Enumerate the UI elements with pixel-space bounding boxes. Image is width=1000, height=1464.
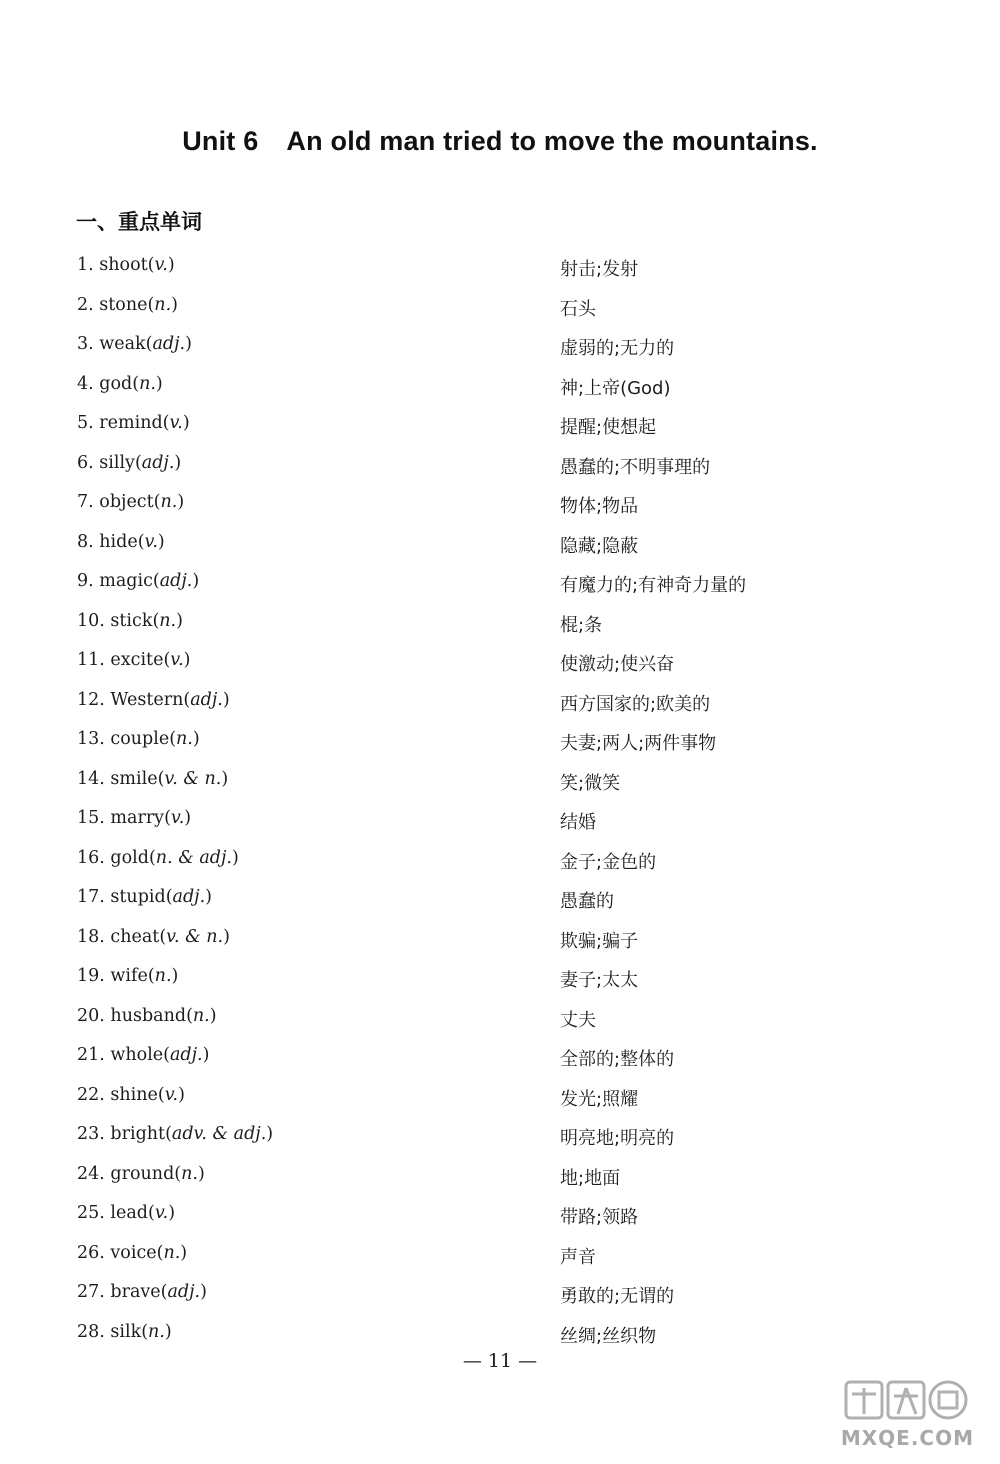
vocab-part-of-speech: adv. & adj. bbox=[171, 1124, 267, 1144]
section-heading: 一、重点单词 bbox=[76, 210, 202, 234]
vocab-meaning: 棍;条 bbox=[560, 614, 603, 636]
vocab-english: 9. magic(adj.) bbox=[77, 571, 200, 591]
vocab-word: smile bbox=[110, 768, 158, 789]
vocab-word: excite bbox=[110, 650, 164, 670]
vocab-row bbox=[0, 492, 1000, 522]
vocab-number: 17. bbox=[77, 887, 105, 907]
vocab-meaning: 地;地面 bbox=[560, 1167, 621, 1189]
vocab-meaning: 结婚 bbox=[560, 812, 596, 833]
vocab-meaning: 西方国家的;欧美的 bbox=[560, 693, 711, 715]
unit-title: An old man tried to move the mountains. bbox=[286, 126, 818, 156]
vocab-meaning: 丈夫 bbox=[560, 1009, 596, 1031]
vocab-english: 23. bright(adv. & adj.) bbox=[77, 1124, 274, 1144]
vocab-number: 27. bbox=[77, 1282, 105, 1302]
vocab-meaning: 虚弱的;无力的 bbox=[560, 338, 675, 359]
vocab-part-of-speech: adj. bbox=[170, 1045, 203, 1065]
vocab-english: 1. shoot(v.) bbox=[77, 255, 175, 275]
vocab-meaning: 射击;发射 bbox=[560, 259, 639, 280]
vocab-word: brave bbox=[110, 1282, 161, 1302]
vocab-part-of-speech: n. bbox=[176, 729, 193, 749]
vocab-english: 6. silly(adj.) bbox=[77, 452, 182, 473]
vocab-row bbox=[0, 729, 1000, 759]
vocab-meaning: 夫妻;两人;两件事物 bbox=[560, 733, 717, 754]
vocab-number: 5. bbox=[77, 413, 94, 433]
vocab-english: 15. marry(v.) bbox=[77, 808, 192, 828]
vocab-word: Western bbox=[110, 689, 184, 710]
vocab-part-of-speech: v. bbox=[169, 413, 183, 433]
vocab-english: 18. cheat(v. & n.) bbox=[77, 926, 230, 947]
vocab-english: 13. couple(n.) bbox=[77, 729, 200, 749]
vocab-word: lead bbox=[110, 1203, 149, 1223]
vocab-word: shoot bbox=[99, 255, 148, 275]
vocab-word: whole bbox=[110, 1045, 164, 1065]
vocab-row bbox=[0, 532, 1000, 562]
vocab-word: stupid bbox=[110, 887, 166, 907]
vocab-meaning: 石头 bbox=[560, 298, 596, 320]
vocab-word: bright bbox=[110, 1124, 166, 1144]
vocab-part-of-speech: n. bbox=[154, 966, 172, 986]
vocab-english: 12. Western(adj.) bbox=[77, 689, 230, 710]
vocab-english: 16. gold(n. & adj.) bbox=[77, 847, 239, 868]
vocab-number: 3. bbox=[77, 334, 94, 354]
vocab-english: 17. stupid(adj.) bbox=[77, 887, 212, 907]
vocab-part-of-speech: adj. bbox=[141, 452, 175, 473]
vocab-part-of-speech: v. & n. bbox=[164, 768, 222, 789]
vocab-row bbox=[0, 927, 1000, 957]
vocab-part-of-speech: n. bbox=[163, 1242, 181, 1263]
vocab-meaning: 金子;金色的 bbox=[560, 851, 657, 873]
vocab-part-of-speech: v. bbox=[170, 650, 184, 670]
vocab-meaning: 愚蠢的;不明事理的 bbox=[560, 456, 711, 478]
vocab-word: hide bbox=[99, 531, 138, 552]
vocab-english: 20. husband(n.) bbox=[77, 1005, 217, 1026]
vocab-english: 7. object(n.) bbox=[77, 492, 185, 512]
watermark-logo bbox=[786, 1374, 986, 1454]
vocab-word: ground bbox=[110, 1163, 175, 1184]
vocab-number: 13. bbox=[77, 729, 105, 749]
vocab-word: stick bbox=[110, 610, 153, 631]
vocab-row bbox=[0, 1124, 1000, 1154]
vocab-word: object bbox=[99, 492, 154, 512]
vocab-row bbox=[0, 295, 1000, 325]
vocab-english: 14. smile(v. & n.) bbox=[77, 768, 229, 789]
vocab-english: 5. remind(v.) bbox=[77, 413, 190, 433]
vocab-row bbox=[0, 1322, 1000, 1352]
vocab-row bbox=[0, 413, 1000, 443]
vocab-row bbox=[0, 808, 1000, 838]
vocab-english: 4. god(n.) bbox=[77, 373, 163, 394]
vocab-word: gold bbox=[110, 847, 149, 868]
svg-text:MXQE.COM: MXQE.COM bbox=[840, 1426, 974, 1450]
vocab-number: 21. bbox=[77, 1045, 105, 1065]
vocab-number: 4. bbox=[77, 373, 94, 394]
vocab-number: 20. bbox=[77, 1005, 105, 1026]
vocab-word: remind bbox=[99, 413, 163, 433]
vocab-row bbox=[0, 571, 1000, 601]
vocab-word: magic bbox=[99, 571, 153, 591]
vocab-number: 28. bbox=[77, 1321, 105, 1342]
vocab-meaning: 使激动;使兴奋 bbox=[560, 654, 675, 675]
vocab-part-of-speech: adj. bbox=[152, 334, 186, 354]
vocab-english: 28. silk(n.) bbox=[77, 1321, 172, 1342]
vocab-word: voice bbox=[110, 1242, 157, 1263]
vocab-english: 27. brave(adj.) bbox=[77, 1282, 207, 1302]
vocab-row bbox=[0, 848, 1000, 878]
vocab-row bbox=[0, 1203, 1000, 1233]
vocab-row bbox=[0, 611, 1000, 641]
vocab-word: shine bbox=[110, 1084, 158, 1105]
vocab-row bbox=[0, 1243, 1000, 1273]
vocab-word: weak bbox=[99, 334, 146, 354]
vocab-part-of-speech: n. bbox=[148, 1321, 165, 1342]
vocab-meaning: 勇敢的;无谓的 bbox=[560, 1286, 675, 1307]
vocab-part-of-speech: n. bbox=[154, 294, 172, 315]
vocab-meaning: 带路;领路 bbox=[560, 1207, 639, 1228]
vocab-number: 9. bbox=[77, 571, 94, 591]
vocab-number: 1. bbox=[77, 255, 94, 275]
vocab-row bbox=[0, 1085, 1000, 1115]
unit-label: Unit 6 bbox=[182, 126, 259, 156]
vocab-meaning: 声音 bbox=[560, 1246, 596, 1268]
vocab-english: 10. stick(n.) bbox=[77, 610, 183, 631]
vocab-word: marry bbox=[110, 808, 165, 828]
vocab-row bbox=[0, 1164, 1000, 1194]
vocab-row bbox=[0, 650, 1000, 680]
vocab-part-of-speech: adj. bbox=[159, 571, 193, 591]
vocab-meaning: 物体;物品 bbox=[560, 496, 639, 517]
vocab-word: couple bbox=[110, 729, 170, 749]
vocab-row bbox=[0, 374, 1000, 404]
vocab-word: cheat bbox=[110, 926, 160, 947]
vocab-number: 14. bbox=[77, 768, 105, 789]
vocab-meaning: 有魔力的;有神奇力量的 bbox=[560, 575, 747, 596]
vocab-row bbox=[0, 690, 1000, 720]
vocab-number: 11. bbox=[77, 650, 105, 670]
vocab-number: 12. bbox=[77, 689, 105, 710]
vocab-number: 6. bbox=[77, 452, 94, 473]
vocab-english: 3. weak(adj.) bbox=[77, 334, 192, 354]
vocab-number: 22. bbox=[77, 1084, 105, 1105]
vocab-meaning: 发光;照耀 bbox=[560, 1088, 639, 1110]
vocab-row bbox=[0, 255, 1000, 285]
vocab-number: 23. bbox=[77, 1124, 105, 1144]
vocab-number: 10. bbox=[77, 610, 105, 631]
vocab-part-of-speech: n. bbox=[192, 1005, 210, 1026]
vocab-meaning: 妻子;太太 bbox=[560, 970, 639, 991]
vocab-meaning: 提醒;使想起 bbox=[560, 417, 657, 438]
vocab-meaning: 欺骗;骗子 bbox=[560, 930, 639, 952]
vocab-word: husband bbox=[110, 1005, 187, 1026]
vocab-number: 15. bbox=[77, 808, 105, 828]
vocab-part-of-speech: n. bbox=[159, 610, 177, 631]
page-title bbox=[0, 126, 1000, 157]
vocab-meaning: 愚蠢的 bbox=[560, 891, 614, 912]
vocab-meaning: 神;上帝(God) bbox=[560, 377, 671, 399]
vocab-row bbox=[0, 1282, 1000, 1312]
vocab-row bbox=[0, 334, 1000, 364]
vocab-english: 22. shine(v.) bbox=[77, 1084, 185, 1105]
vocab-number: 2. bbox=[77, 294, 94, 315]
vocab-row bbox=[0, 1006, 1000, 1036]
vocab-meaning: 全部的;整体的 bbox=[560, 1049, 675, 1070]
vocab-number: 7. bbox=[77, 492, 94, 512]
vocab-english: 24. ground(n.) bbox=[77, 1163, 205, 1184]
vocab-number: 24. bbox=[77, 1163, 105, 1184]
vocab-word: silk bbox=[110, 1321, 142, 1342]
vocab-meaning: 隐藏;隐蔽 bbox=[560, 535, 639, 557]
vocab-word: god bbox=[99, 373, 133, 394]
vocab-part-of-speech: v. bbox=[154, 255, 168, 275]
vocab-part-of-speech: n. bbox=[181, 1163, 198, 1184]
vocab-english: 21. whole(adj.) bbox=[77, 1045, 210, 1065]
vocab-number: 25. bbox=[77, 1203, 105, 1223]
vocab-meaning: 明亮地;明亮的 bbox=[560, 1128, 675, 1149]
vocab-number: 8. bbox=[77, 531, 94, 552]
vocab-part-of-speech: v. & n. bbox=[166, 926, 224, 947]
vocab-row bbox=[0, 769, 1000, 799]
vocab-part-of-speech: n. & adj. bbox=[155, 847, 232, 868]
vocab-english: 11. excite(v.) bbox=[77, 650, 191, 670]
vocab-row bbox=[0, 453, 1000, 483]
vocab-english: 25. lead(v.) bbox=[77, 1203, 176, 1223]
vocab-row bbox=[0, 1045, 1000, 1075]
vocab-meaning: 丝绸;丝织物 bbox=[560, 1325, 657, 1347]
vocab-number: 26. bbox=[77, 1242, 105, 1263]
vocab-part-of-speech: n. bbox=[139, 373, 156, 394]
vocab-part-of-speech: n. bbox=[160, 492, 178, 512]
vocab-number: 18. bbox=[77, 926, 105, 947]
vocab-part-of-speech: v. bbox=[164, 1084, 179, 1105]
vocab-english: 2. stone(n.) bbox=[77, 294, 178, 315]
vocab-word: wife bbox=[110, 966, 148, 986]
vocab-english: 19. wife(n.) bbox=[77, 966, 179, 986]
vocab-row bbox=[0, 966, 1000, 996]
page-number: — 11 — bbox=[462, 1350, 538, 1372]
vocab-part-of-speech: v. bbox=[144, 531, 158, 552]
vocab-row bbox=[0, 887, 1000, 917]
vocab-number: 19. bbox=[77, 966, 105, 986]
vocab-part-of-speech: adj. bbox=[190, 689, 223, 710]
vocab-meaning: 笑;微笑 bbox=[560, 772, 621, 794]
vocab-number: 16. bbox=[77, 847, 105, 868]
vocab-english: 26. voice(n.) bbox=[77, 1242, 188, 1263]
vocab-word: silly bbox=[99, 452, 135, 473]
vocab-part-of-speech: v. bbox=[170, 808, 185, 828]
vocab-part-of-speech: adj. bbox=[172, 887, 206, 907]
vocab-part-of-speech: v. bbox=[154, 1203, 169, 1223]
vocab-word: stone bbox=[99, 294, 148, 315]
vocab-english: 8. hide(v.) bbox=[77, 531, 165, 552]
vocab-part-of-speech: adj. bbox=[167, 1282, 201, 1302]
